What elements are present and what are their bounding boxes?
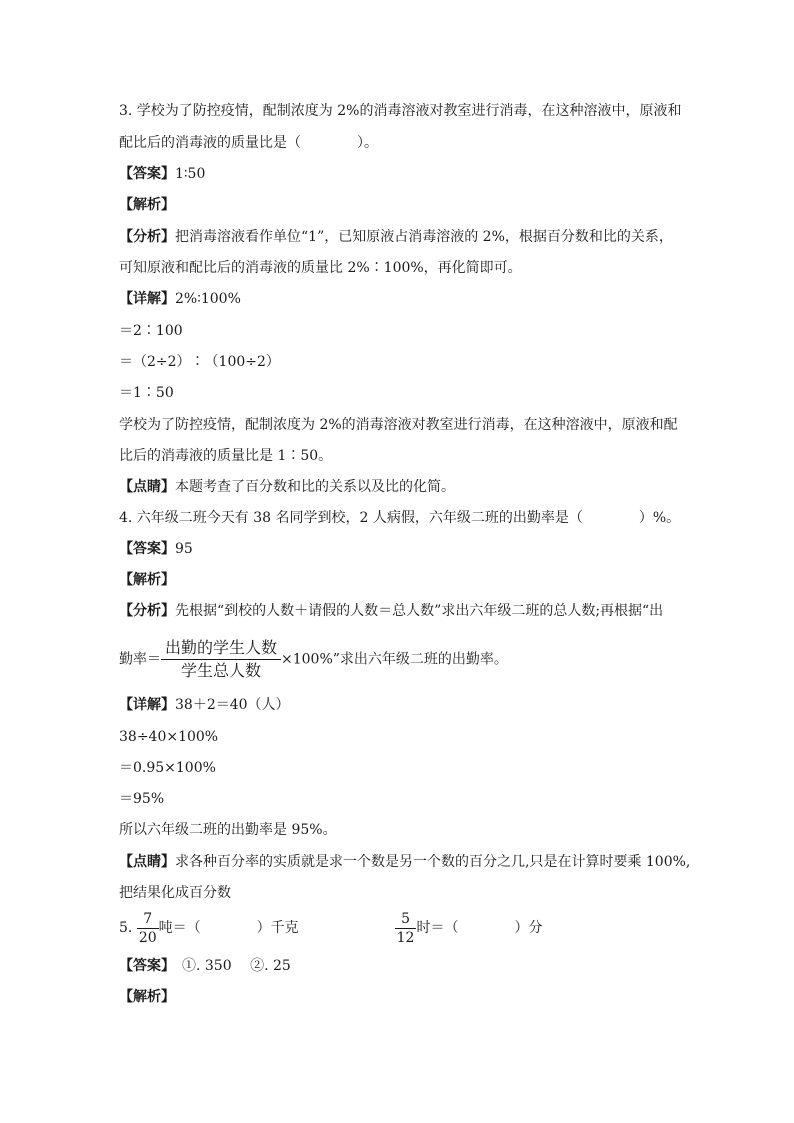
detail-tag: 【详解】: [119, 697, 175, 713]
q4-detail-line2: 38÷40×100%: [119, 729, 219, 745]
answer-tag: 【答案】: [119, 541, 175, 557]
attendance-fraction: [161, 637, 281, 682]
q5-part2: 时＝（ ）分: [416, 920, 543, 936]
answer-text: 1∶50: [175, 166, 206, 182]
q4-comment-line2: 把结果化成百分数: [119, 885, 231, 901]
comment-tag: 【点睛】: [119, 854, 175, 870]
q5-analysis-tag: [119, 987, 175, 1007]
formula-suffix: ×100%”求出六年级二班的出勤率。: [281, 651, 508, 668]
q5-part1: 吨＝（ ）千克: [158, 920, 299, 936]
q4-detail-line1: [119, 695, 290, 715]
q3-comment: [119, 477, 455, 497]
fraction-denominator: 20: [138, 929, 157, 946]
fenxi-tag: 【分析】: [119, 603, 175, 619]
fraction-denominator: 学生总人数: [181, 661, 262, 680]
q3-fenxi-line2: 可知原液和配比后的消毒液的质量比 2%∶100%，再化简即可。: [119, 260, 522, 276]
q3-stem-line1: 3. 学校为了防控疫情，配制浓度为 2%的消毒溶液对教室进行消毒，在这种溶液中，原液和: [119, 103, 682, 119]
analysis-tag: 【解析】: [119, 197, 175, 213]
answer-tag: 【答案】: [119, 958, 168, 974]
q3-conclusion-line1: 学校为了防控疫情，配制浓度为 2%的消毒溶液对教室进行消毒，在这种溶液中，原液和配: [119, 417, 678, 433]
analysis-tag: 【解析】: [119, 989, 175, 1005]
fraction-numerator: 5: [395, 910, 417, 929]
q3-detail-line4: ＝1∶50: [119, 385, 174, 401]
q3-detail-line2: ＝2∶100: [119, 323, 183, 339]
q3-analysis-tag: [119, 195, 175, 215]
answer-text: ①. 350 ②. 25: [168, 958, 291, 974]
q5-number: 5.: [119, 920, 133, 936]
comment-tag: 【点睛】: [119, 479, 175, 495]
q4-stem: 4. 六年级二班今天有 38 名同学到校，2 人病假，六年级二班的出勤率是（ ）%。: [119, 510, 681, 526]
answer-text: 95: [175, 541, 193, 557]
q3-detail-line3: ＝（2÷2）∶（100÷2）: [119, 354, 280, 370]
q4-detail-line3: ＝0.95×100%: [119, 760, 216, 776]
q3-conclusion-line2: 比后的消毒液的质量比是 1∶50。: [119, 448, 333, 464]
detail-tag: 【详解】: [119, 291, 175, 307]
formula-prefix: 勤率＝: [119, 651, 161, 668]
analysis-tag: 【解析】: [119, 572, 175, 588]
q4-analysis-tag: [119, 570, 175, 590]
fraction-numerator: 7: [137, 910, 159, 929]
q4-comment-line1: [119, 852, 690, 872]
fraction-denominator: 12: [396, 929, 415, 946]
comment-text: 本题考查了百分数和比的关系以及比的化简。: [175, 479, 455, 495]
q5-stem: [119, 906, 542, 950]
q3-answer: [119, 164, 205, 184]
fenxi-text: 先根据“到校的人数＋请假的人数＝总人数”求出六年级二班的总人数;再根据“出: [175, 603, 664, 619]
fraction-numerator: 出勤的学生人数: [161, 637, 281, 660]
detail-text: 2%∶100%: [175, 291, 241, 307]
comment-text: 求各种百分率的实质就是求一个数是另一个数的百分之几,只是在计算时要乘 100%,: [175, 854, 691, 870]
answer-tag: 【答案】: [119, 166, 175, 182]
fenxi-tag: 【分析】: [119, 229, 175, 245]
q3-detail-line1: [119, 289, 241, 309]
fenxi-text: 把消毒溶液看作单位“1”，已知原液占消毒溶液的 2%，根据百分数和比的关系，: [175, 229, 673, 245]
fraction-seven-twentieths: [137, 910, 159, 947]
q4-formula-line: [119, 637, 508, 682]
q5-answer: [119, 956, 291, 976]
detail-text: 38＋2＝40（人）: [175, 697, 290, 713]
q3-fenxi-line1: [119, 227, 673, 247]
q4-detail-line4: ＝95%: [119, 791, 165, 807]
q3-stem-line2: 配比后的消毒液的质量比是（ ）。: [119, 135, 378, 151]
q4-conclusion: 所以六年级二班的出勤率是 95%。: [119, 822, 337, 838]
fraction-five-twelfths: [395, 910, 417, 947]
q4-fenxi-line1: [119, 601, 663, 621]
q4-answer: [119, 539, 193, 559]
